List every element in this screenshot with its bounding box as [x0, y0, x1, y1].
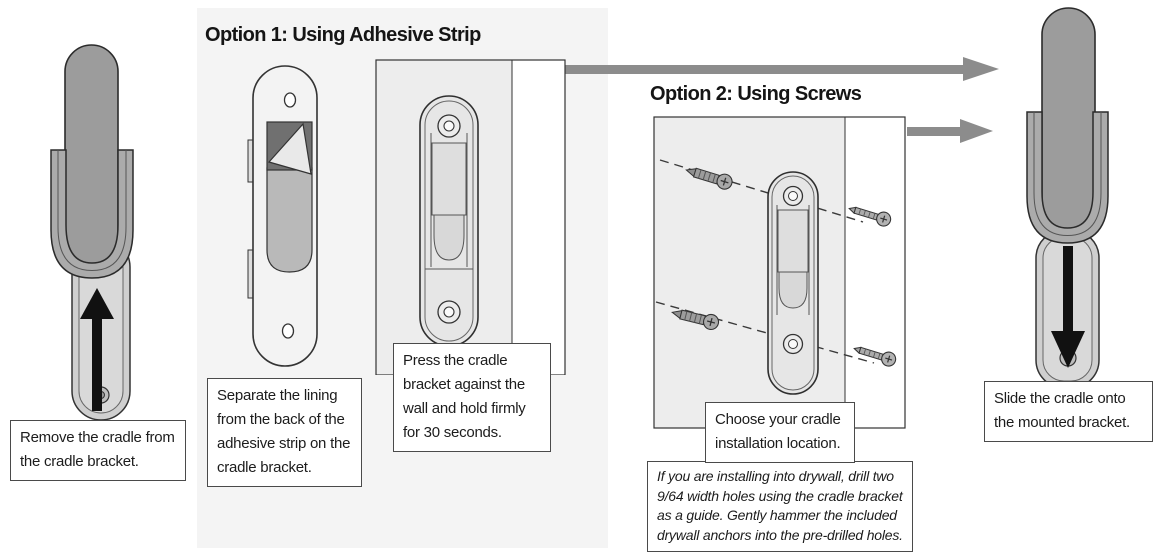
option1-wall-illustration — [370, 55, 570, 375]
screw-hole-icon — [285, 93, 296, 107]
adhesive-strip — [267, 168, 312, 272]
flow-arrow-shaft — [563, 65, 965, 74]
flow-arrow-head — [963, 57, 999, 81]
caption-separate-lining: Separate the lining from the back of the adhesive strip on the cradle bracket. — [207, 378, 362, 487]
flow-arrow-right-icon — [907, 119, 996, 144]
flow-arrow-shaft — [907, 127, 965, 136]
screw-hole-icon — [283, 324, 294, 338]
cradle — [65, 45, 118, 277]
cradle-removal-illustration — [0, 25, 200, 425]
caption-remove-cradle: Remove the cradle from the cradle bracket. — [10, 420, 186, 481]
mounted-bracket — [768, 172, 818, 394]
flow-arrow-right-icon — [563, 57, 999, 82]
cradle-slide-illustration — [1005, 0, 1158, 392]
flow-arrow-head — [960, 119, 993, 143]
caption-slide-cradle: Slide the cradle onto the mounted bracket. — [984, 381, 1153, 442]
cradle — [1042, 8, 1095, 240]
drywall-note: If you are installing into drywall, drill two 9/64 width holes using the cradle bracket as a guide. Gently hammer the included drywall anchors into the pre-drilled holes. — [647, 461, 913, 552]
option2-title: Option 2: Using Screws — [650, 83, 862, 105]
mounted-bracket — [420, 96, 478, 346]
adhesive-bracket-illustration — [240, 58, 335, 378]
caption-choose-location: Choose your cradle installation location. — [705, 402, 855, 463]
option2-wall-illustration — [645, 110, 915, 430]
caption-press-bracket: Press the cradle bracket against the wall and hold firmly for 30 seconds. — [393, 343, 551, 452]
option1-title: Option 1: Using Adhesive Strip — [205, 24, 481, 46]
